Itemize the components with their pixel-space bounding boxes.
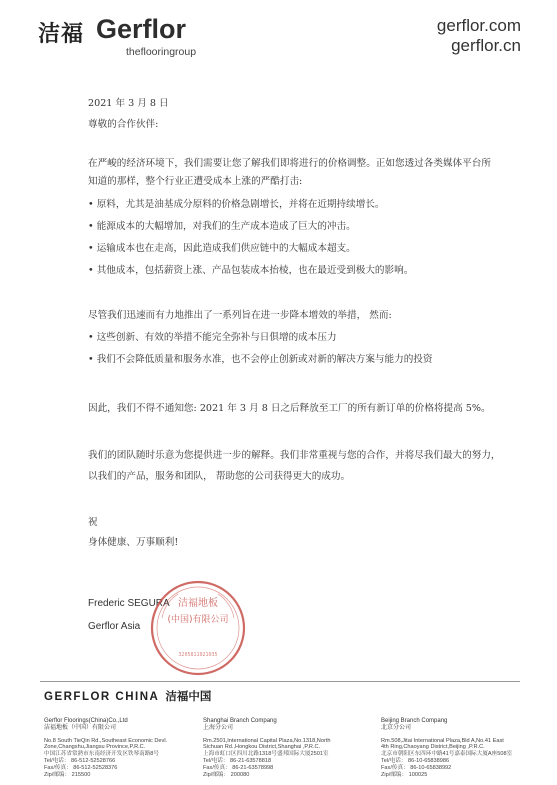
intro-paragraph bbox=[88, 157, 491, 188]
intro-line-2: 知道的那样，整个行业正遭受成本上涨的严酷打击: bbox=[88, 176, 303, 187]
signer-name: Frederic SEGURA bbox=[88, 598, 170, 609]
list-item: • 我们不会降低质量和服务水准，也不会停止创新或对新的解决方案与能力的投资 bbox=[88, 354, 433, 365]
measures-bullet-list bbox=[88, 331, 508, 375]
letter-salutation: 尊敬的合作伙伴: bbox=[88, 119, 159, 130]
team-line-1: 我们的团队随时乐意为您提供进一步的解释。我们非常重视与您的合作，并将尽我们最大的努力， bbox=[88, 450, 501, 461]
website-cn[interactable]: gerflor.cn bbox=[451, 36, 521, 55]
team-line-2: 以我们的产品，服务和团队， 帮助您的公司获得更大的成功。 bbox=[88, 471, 351, 482]
price-notice: 因此，我们不得不通知您: 2021 年 3 月 8 日之后释放至工厂的所有新订单的价格将提高 5%。 bbox=[88, 403, 491, 414]
gerflor-logo bbox=[38, 14, 238, 64]
footer-brand: GERFLOR CHINA 洁福中国 bbox=[44, 689, 212, 703]
svg-text:洁福地板: 洁福地板 bbox=[178, 598, 218, 609]
logo-english-text: Gerflor bbox=[96, 14, 187, 44]
footer-column-beijing: Beijing Branch Compang 北京分公司 Rm.508,Jitai International Plaza,Bld A,No.41 East 4th Ring,Chaoyang District,Beijing ,P.R.C. 北京市朝阳区东四环中路41号嘉泰国际大厦A座508室 Tel/电话： 86-10-65838986 Fax/传真： 86-10-65838992 Zip/邮编： 100025 bbox=[381, 718, 513, 778]
closing-line-2: 身体健康、万事顺利! bbox=[88, 537, 179, 548]
cost-bullet-list bbox=[88, 198, 508, 286]
svg-text:(中国)有限公司: (中国)有限公司 bbox=[167, 615, 229, 625]
closing-line-1: 祝 bbox=[88, 517, 98, 528]
footer-column-shanghai: Shanghai Branch Compang 上海分公司 Rm.2501,International Capital Plaza,No.1318,North Sichuan Rd.,Hongkou District,Shanghai ,P.R.C. 上海市虹口区四川北路1318号盛邦国际大厦2501室 Tel/电话： 86-21-63578818 Fax/传真： 86-21-63578998 Zip/邮编： 200080 bbox=[203, 718, 331, 778]
footer-brand-cn: 洁福中国 bbox=[165, 689, 212, 703]
list-item: • 其他成本，包括薪资上涨、产品包装成本抬棱，也在最近受到极大的影响。 bbox=[88, 265, 414, 276]
signer-company: Gerflor Asia bbox=[88, 621, 141, 632]
footer-divider bbox=[40, 681, 520, 682]
website-com[interactable]: gerflor.com bbox=[436, 16, 521, 35]
team-paragraph bbox=[88, 449, 501, 483]
measures-line: 尽管我们迅速而有力地推出了一系列旨在进一步降本增效的举措， 然而: bbox=[88, 310, 392, 321]
list-item: • 能源成本的大幅增加，对我们的生产成本造成了巨大的冲击。 bbox=[88, 221, 356, 232]
logo-tagline: theflooringroup bbox=[126, 46, 197, 58]
list-item: • 运输成本也在走高，因此造成我们供应链中的大幅成本超支。 bbox=[88, 243, 356, 254]
list-item: • 这些创新、有效的举措不能完全弥补与日俱增的成本压力 bbox=[88, 332, 337, 343]
intro-line-1: 在严峻的经济环境下，我们需要让您了解我们即将进行的价格调整。正如您透过各类媒体平台所 bbox=[88, 158, 491, 169]
letter-date: 2021 年 3 月 8 日 bbox=[88, 98, 169, 109]
company-seal-stamp bbox=[148, 578, 248, 678]
list-item: • 原料，尤其是油基成分原料的价格急剧增长，并将在近期持续增长。 bbox=[88, 199, 385, 210]
logo-chinese-text: 洁福 bbox=[38, 22, 85, 47]
svg-text:3205811021035: 3205811021035 bbox=[178, 652, 218, 658]
footer-column-hq: Gerflor Floorings(China)Co.,Ltd 洁福地板（中国）有限公司 No.8 South TieQin Rd.,Southeast Economic Devl. Zone,Changshu,Jiangsu Province,P.R.C. 中国江苏省常熟市东南经济开发区铁琴南路8号 Tel/电话： 86-512-52528766 Fax/传真： 86-512-52528376 Zip/邮编： 215500 bbox=[44, 718, 168, 778]
